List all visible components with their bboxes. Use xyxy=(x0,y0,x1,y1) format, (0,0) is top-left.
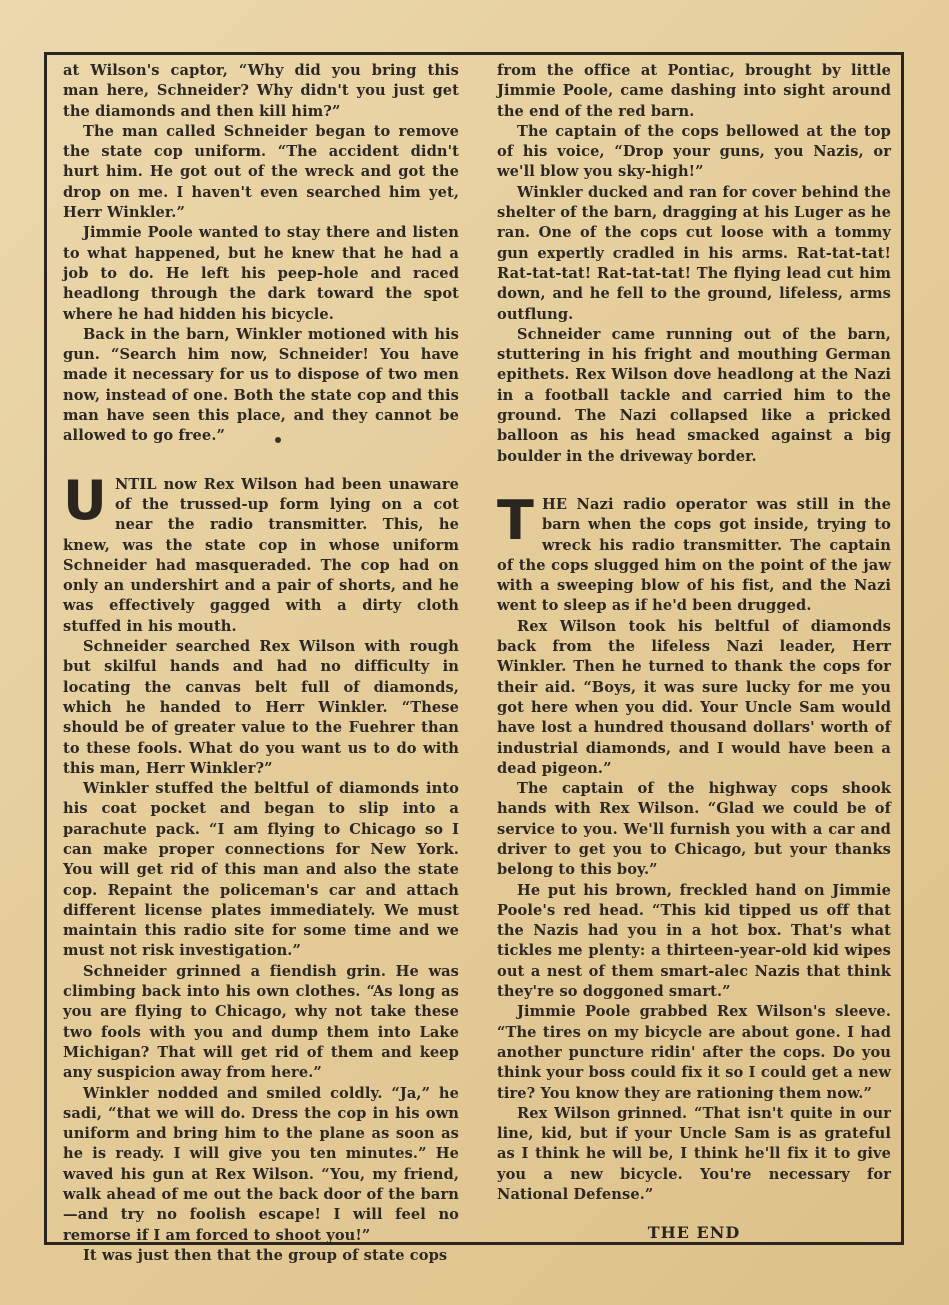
right-column xyxy=(497,61,891,1205)
paragraph: at Wilson's captor, “Why did you bring this man here, Schneider? Why didn't you just get the diamonds and then kill him?” xyxy=(63,62,459,120)
paragraph-text: HE Nazi radio operator was still in the barn when the cops got inside, trying to wreck his radio transmitter. The captain of the cops slugged him on the point of the jaw with a sweeping blow of his fist, and the Nazi went to sleep as if he'd been drugged. xyxy=(497,495,891,615)
paragraph: Winkler stuffed the beltful of diamonds into his coat pocket and began to slip into a parachute pack. “I am flying to Chicago so I can make proper connections for New York. You will get rid of this man and also the state cop. Repaint the policeman's car and attach different license plates immediately. We must maintain this radio site for some time and we must not risk investigation.” xyxy=(63,780,459,960)
paragraph: Schneider came running out of the barn, stuttering in his fright and mouthing German epithets. Rex Wilson dove headlong at the Nazi in a football tackle and carried him to the ground. The Nazi collapsed like a pricked balloon as his head smacked against a big boulder in the driveway border. xyxy=(497,325,891,465)
paragraph: Winkler ducked and ran for cover behind the shelter of the barn, dragging at his Luger as he ran. One of the cops cut loose with a tommy gun expertly cradled in his arms. Rat-tat-tat! Rat-tat-tat! Rat-tat-tat! The flying lead cut him down, and he fell to the ground, lifeless, arms outflung. xyxy=(497,183,891,323)
paragraph: from the office at Pontiac, brought by little Jimmie Poole, came dashing into sight around the end of the red barn. xyxy=(497,62,891,120)
paragraph: Rex Wilson grinned. “That isn't quite in our line, kid, but if your Uncle Sam is as grateful as I think he will be, I think he'll fix it to give you a new bicycle. You're necessary for National Defense.” xyxy=(497,1104,891,1204)
section-paragraph xyxy=(63,468,459,637)
paragraph-text: NTIL now Rex Wilson had been unaware of the trussed-up form lying on a cot near the radio transmitter. This, he knew, was the state cop in whose uniform Schneider had masqueraded. The cop had on only an undershirt and a pair of shorts, and he was effectively gagged with a dirty cloth stuffed in his mouth. xyxy=(63,475,459,635)
paragraph: Back in the barn, Winkler motioned with his gun. “Search him now, Schneider! You have made it necessary for us to dispose of two men now, instead of one. Both the state cop and this man have seen this place, and they cannot be allowed to go free.” xyxy=(63,325,459,445)
paragraph: He put his brown, freckled hand on Jimmie Poole's red head. “This kid tipped us off that the Nazis had you in a hot box. That's what tickles me plenty: a thirteen-year-old kid wipes out a nest of them smart-alec Nazis that think they're so doggoned smart.” xyxy=(497,881,891,1001)
paragraph: Schneider grinned a fiendish grin. He was climbing back into his own clothes. “As long as you are flying to Chicago, why not take these two fools with you and dump them into Lake Michigan? That will get rid of them and keep any suspicion away from here.” xyxy=(63,962,459,1082)
paragraph: Schneider searched Rex Wilson with rough but skilful hands and had no difficulty in locating the canvas belt full of diamonds, which he handed to Herr Winkler. “These should be of greater value to the Fuehrer than to these fools. What do you want us to do with this man, Herr Winkler?” xyxy=(63,638,459,777)
left-column xyxy=(63,61,459,1266)
drop-cap: T xyxy=(497,488,534,552)
drop-cap: U xyxy=(63,468,107,532)
paragraph: Jimmie Poole wanted to stay there and listen to what happened, but he knew that he had a job to do. He left his peep-hole and raced headlong through the dark toward the spot where he had hidden his bicycle. xyxy=(63,224,459,323)
section-divider-dot xyxy=(275,437,281,443)
paragraph: The captain of the cops bellowed at the top of his voice, “Drop your guns, you Nazis, or we'll blow you sky-high!” xyxy=(497,122,891,181)
paragraph: Winkler nodded and smiled coldly. “Ja,” he sadi, “that we will do. Dress the cop in his own uniform and bring him to the plane as soon as he is ready. I will give you ten minutes.” He waved his gun at Rex Wilson. “You, my friend, walk ahead of me out the back door of the barn —and try no foolish escape! I will feel no remorse if I am forced to shoot you!” xyxy=(63,1084,459,1244)
paragraph: The captain of the highway cops shook hands with Rex Wilson. “Glad we could be of service to you. We'll furnish you with a car and driver to get you to Chicago, but your thanks belong to this boy.” xyxy=(497,780,891,879)
the-end-label: THE END xyxy=(647,1223,741,1242)
paragraph: The man called Schneider began to remove the state cop uniform. “The accident didn't hurt him. He got out of the wreck and got the drop on me. I haven't even searched him yet, Herr Winkler.” xyxy=(63,122,459,222)
paragraph: Rex Wilson took his beltful of diamonds back from the lifeless Nazi leader, Herr Winkler. Then he turned to thank the cops for their aid. “Boys, it was sure lucky for me you got here when you did. Your Uncle Sam would have lost a hundred thousand dollars' worth of industrial diamonds, and I would have been a dead pigeon.” xyxy=(497,617,891,777)
text-frame xyxy=(44,52,904,1264)
section-paragraph xyxy=(497,488,891,617)
paragraph: Jimmie Poole grabbed Rex Wilson's sleeve. “The tires on my bicycle are about gone. I had another puncture ridin' after the cops. Do you think your boss could fix it so I could get a new tire? You know they are rationing them now.” xyxy=(497,1003,891,1102)
paragraph: It was just then that the group of state cops xyxy=(83,1246,448,1264)
